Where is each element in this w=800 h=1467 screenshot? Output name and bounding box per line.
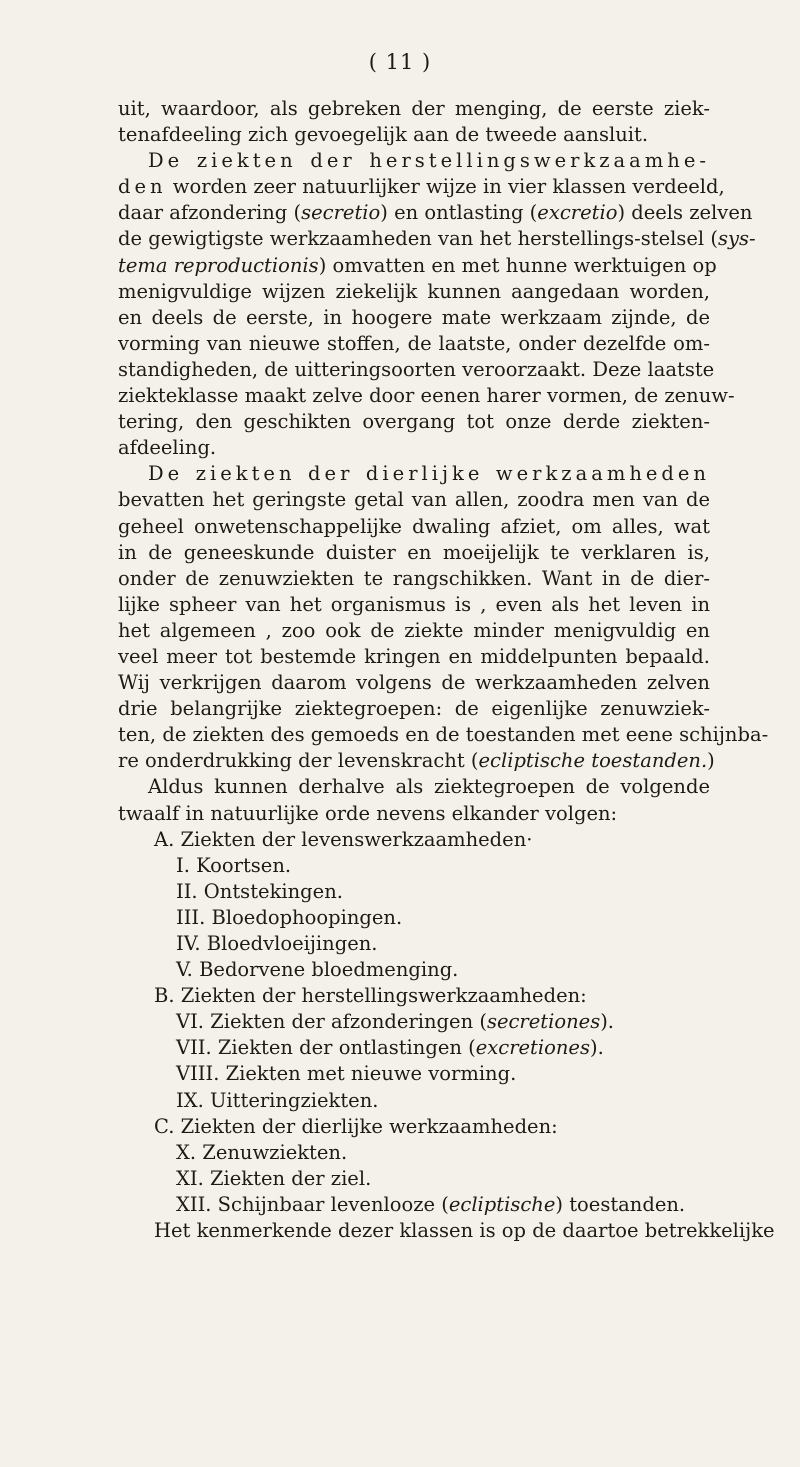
text-line: uit, waardoor, als gebreken der menging, de eerste ziek- (118, 97, 710, 120)
list-item: XII. Schijnbaar levenlooze (ecliptische) toestanden. (176, 1192, 686, 1216)
text-line: in de geneeskunde duister en moeijelijk te verklaren is, (118, 540, 710, 564)
text-line: standigheden, de uitteringsoorten veroorzaakt. Deze laatste (118, 357, 715, 381)
text-line: daar afzondering (secretio) en ontlasting (excretio) deels zelven (118, 201, 753, 225)
text-line: menigvuldige wijzen ziekelijk kunnen aangedaan worden, (118, 279, 710, 303)
list-item: VI. Ziekten der afzonderingen (secretiones). (176, 1010, 615, 1034)
text-line: bevatten het geringste getal van allen, zoodra men van de (118, 488, 710, 512)
class-heading: A. Ziekten der levenswerkzaamheden· (154, 827, 533, 851)
spaced-word: den (118, 175, 167, 199)
text-line: drie belangrijke ziektegroepen: de eigenlijke zenuwziek- (118, 697, 710, 721)
text-line: Aldus kunnen derhalve als ziektegroepen de volgende (148, 775, 710, 799)
body-text (118, 96, 775, 1244)
text-line: Wij verkrijgen daarom volgens de werkzaamheden zelven (118, 671, 710, 695)
text-line: Het kenmerkende dezer klassen is op de daartoe betrekkelijke (154, 1219, 775, 1243)
list-item: II. Ontstekingen. (176, 879, 343, 903)
text-line: den worden zeer natuurlijker wijze in vier klassen verdeeld, (118, 175, 725, 199)
list-item: XI. Ziekten der ziel. (176, 1166, 372, 1190)
italic-term: ecliptische toestanden. (478, 749, 708, 773)
text-line: ten, de ziekten des gemoeds en de toestanden met eene schijnba- (118, 723, 769, 747)
text-line: twaalf in natuurlijke orde nevens elkander volgen: (118, 801, 618, 825)
class-heading: C. Ziekten der dierlijke werkzaamheden: (154, 1114, 558, 1138)
italic-term: tema reproductionis (118, 253, 319, 277)
italic-term: excretiones (475, 1036, 590, 1060)
text-line: tenafdeeling zich gevoegelijk aan de tweede aansluit. (118, 123, 649, 147)
list-item: I. Koortsen. (176, 853, 292, 877)
text-line: ziekteklasse maakt zelve door eenen harer vormen, de zenuw- (118, 384, 735, 408)
italic-term: ecliptische (448, 1192, 556, 1216)
italic-term: excretio (537, 201, 618, 225)
text-line: afdeeling. (118, 436, 217, 460)
text-line: De ziekten der herstellingswerkzaamhe- (148, 149, 710, 173)
list-item: X. Zenuwziekten. (176, 1140, 348, 1164)
text-line: vorming van nieuwe stoffen, de laatste, onder dezelfde om- (118, 331, 710, 355)
page-number: ( 11 ) (368, 50, 432, 74)
list-item: III. Bloedophoopingen. (176, 905, 403, 929)
text-line: geheel onwetenschappelijke dwaling afziet, om alles, wat (118, 514, 710, 538)
text-line: tema reproductionis) omvatten en met hunne werktuigen op (118, 253, 717, 277)
text-line: veel meer tot bestemde kringen en middelpunten bepaald. (118, 644, 710, 668)
list-item: VIII. Ziekten met nieuwe vorming. (176, 1062, 517, 1086)
text-line: het algemeen , zoo ook de ziekte minder menigvuldig en (118, 618, 710, 642)
italic-term: secretio (301, 201, 381, 225)
text-line: tering, den geschikten overgang tot onze derde ziekten- (118, 410, 710, 434)
text-line: de gewigtigste werkzaamheden van het herstellings-stelsel (sys- (118, 227, 756, 251)
list-item: IV. Bloedvloeijingen. (176, 932, 378, 955)
text-line: re onderdrukking der levenskracht (ecliptische toestanden.) (118, 749, 715, 773)
list-item: IX. Uitteringziekten. (176, 1088, 379, 1112)
class-heading: B. Ziekten der herstellingswerkzaamheden: (154, 984, 587, 1008)
text-line: lijke spheer van het organismus is , even als het leven in (118, 592, 710, 616)
text-line: en deels de eerste, in hoogere mate werkzaam zijnde, de (118, 305, 710, 329)
text-line: onder de zenuwziekten te rangschikken. Want in de dier- (118, 566, 710, 590)
list-item: VII. Ziekten der ontlastingen (excretiones). (176, 1036, 604, 1060)
text-line: De ziekten der dierlijke werkzaamheden (148, 462, 710, 486)
italic-term: sys- (717, 227, 756, 251)
italic-term: secretiones (486, 1010, 601, 1034)
list-item: V. Bedorvene bloedmenging. (176, 958, 459, 982)
